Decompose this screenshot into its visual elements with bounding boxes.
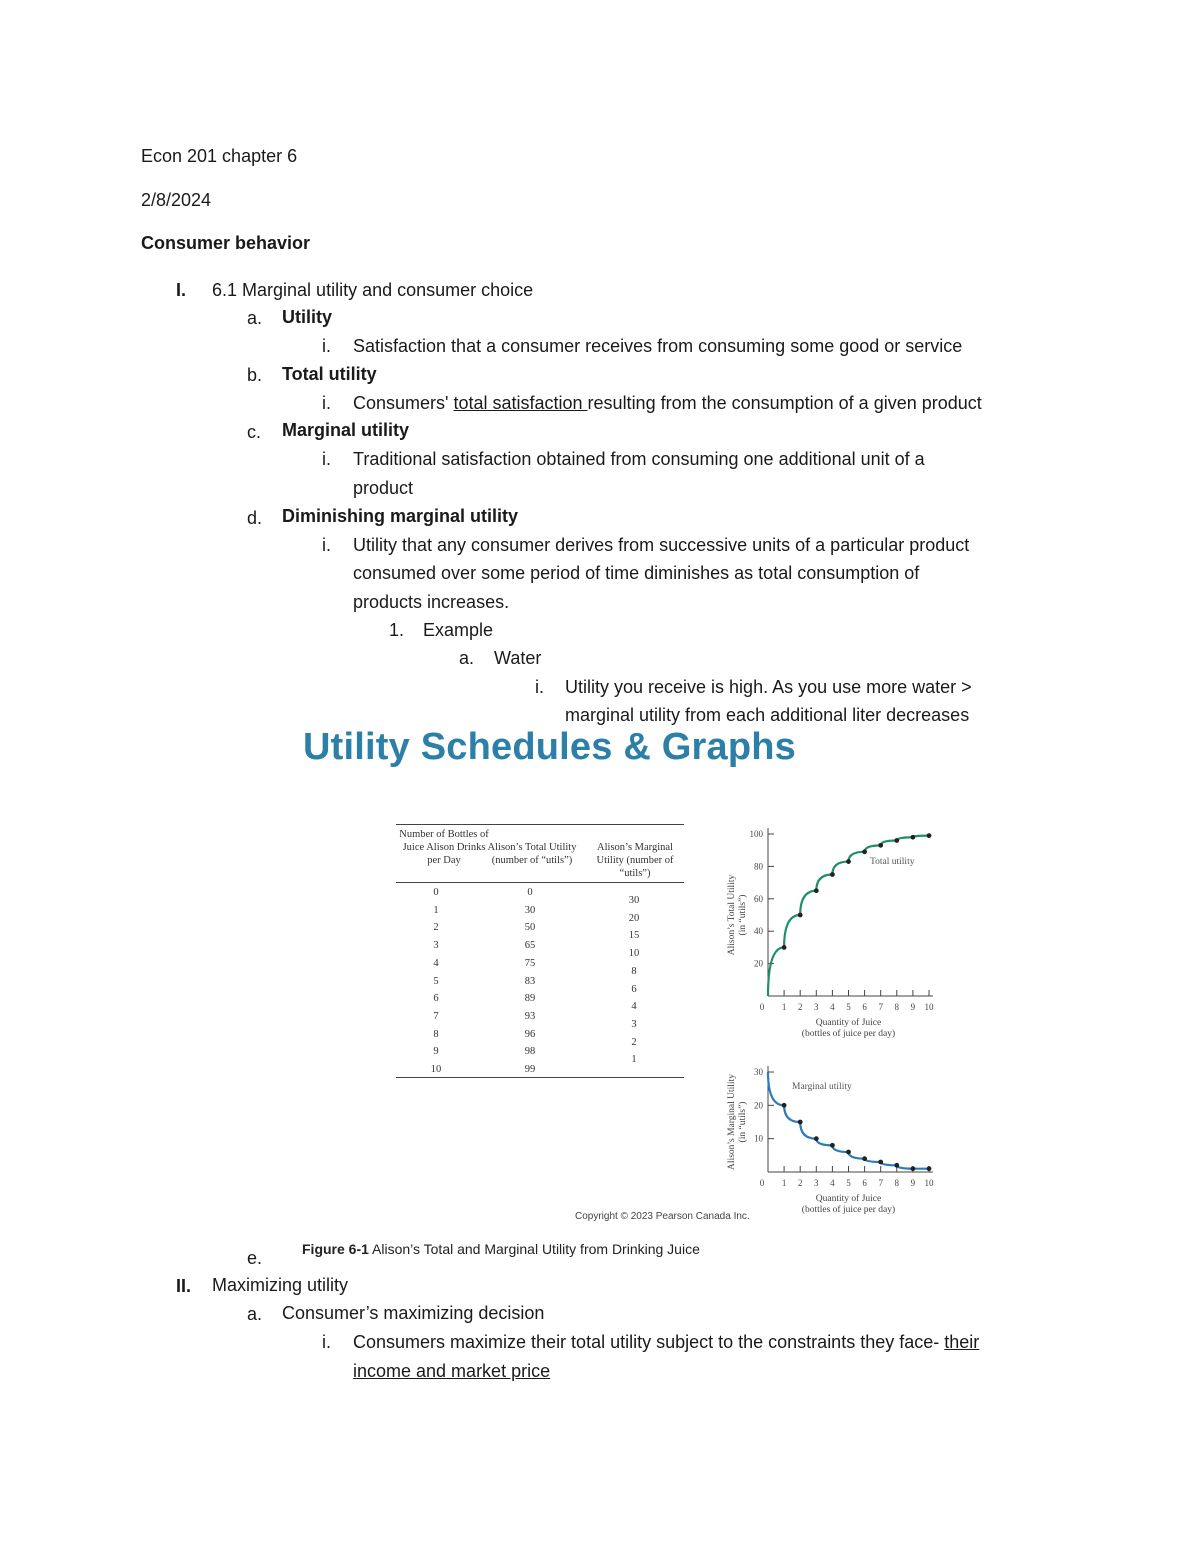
water-note-line2: marginal utility from each additional liter decreases	[565, 705, 970, 725]
data-point	[878, 843, 883, 848]
x-tick-label: 0	[759, 1002, 765, 1012]
figure-title: Utility Schedules & Graphs	[303, 726, 796, 768]
table-bottom-rule	[396, 1077, 684, 1078]
marker-2a: a.	[247, 1304, 263, 1324]
data-point	[911, 1166, 916, 1171]
table-top-rule	[396, 824, 684, 825]
marker-example: 1.	[389, 620, 405, 640]
x-tick-label: 10	[924, 1002, 934, 1012]
table-cell-total-utility: 93	[524, 1010, 536, 1022]
x-tick-label: 4	[830, 1178, 835, 1188]
underlined-their: their	[944, 1332, 980, 1352]
x-axis-label: Quantity of Juice	[815, 1194, 882, 1204]
table-header-total-utility: Alison’s Total Utility (number of “utils”)	[487, 842, 577, 866]
marker-1a-i: i.	[322, 336, 331, 356]
data-point	[798, 1120, 803, 1125]
y-tick-label: 10	[754, 1133, 763, 1144]
table-cell-marginal-utility: 8	[631, 965, 637, 977]
data-point	[830, 872, 835, 877]
data-point	[814, 888, 819, 893]
marginal-utility-chart	[712, 1058, 952, 1218]
table-cell-total-utility: 30	[524, 904, 536, 916]
table-cell-quantity: 6	[433, 993, 439, 1005]
marker-1d-i: i.	[322, 535, 331, 555]
table-header-quantity: Number of Bottles of Juice Alison Drinks per Day	[399, 829, 489, 866]
x-tick-label: 9	[910, 1002, 916, 1012]
maximize-line1	[353, 1330, 979, 1354]
data-point	[927, 1166, 932, 1171]
data-point	[894, 838, 899, 843]
marker-water: a.	[459, 648, 475, 668]
maximize-line1-text: Consumers maximize their total utility subject to the constraints they face-	[353, 1332, 945, 1352]
series-label: Marginal utility	[792, 1082, 852, 1092]
roman-marker-2: II.	[176, 1276, 192, 1296]
x-tick-label: 6	[862, 1002, 867, 1012]
y-tick-label: 40	[754, 926, 763, 937]
x-tick-label: 0	[759, 1178, 765, 1188]
data-point	[927, 833, 932, 838]
x-tick-label: 5	[846, 1178, 851, 1188]
example-label: Example	[423, 620, 494, 640]
table-cell-quantity: 0	[433, 887, 439, 898]
figure-copyright: Copyright © 2023 Pearson Canada Inc.	[575, 1211, 750, 1222]
table-cell-quantity: 4	[433, 957, 439, 969]
table-cell-marginal-utility: 20	[628, 912, 640, 924]
marker-1c-i: i.	[322, 449, 331, 469]
marker-1a: a.	[247, 308, 263, 328]
marker-1b: b.	[247, 365, 263, 385]
definition-marginal-utility-line1: Traditional satisfaction obtained from consuming one additional unit of a	[353, 449, 925, 469]
table-header-marginal-utility: Alison’s Marginal Utility (number of “utils”)	[596, 842, 674, 879]
table-cell-total-utility: 96	[524, 1028, 536, 1040]
table-cell-marginal-utility: 1	[631, 1054, 637, 1066]
data-point	[911, 835, 916, 840]
x-tick-label: 2	[797, 1002, 803, 1012]
table-cell-marginal-utility: 10	[628, 948, 640, 960]
x-tick-label: 1	[781, 1178, 787, 1188]
term-diminishing-marginal-utility: Diminishing marginal utility	[282, 506, 519, 526]
marker-1b-i: i.	[322, 393, 331, 413]
marker-1d: d.	[247, 508, 263, 528]
table-cell-quantity: 5	[433, 975, 439, 987]
term-total-utility: Total utility	[282, 364, 377, 384]
total-utility-chart	[712, 820, 952, 1045]
y-tick-label: 20	[754, 958, 763, 969]
table-cell-total-utility: 50	[524, 922, 536, 934]
x-tick-label: 8	[894, 1178, 900, 1188]
data-point	[846, 859, 851, 864]
table-cell-total-utility: 99	[524, 1064, 536, 1075]
definition-marginal-utility-line2: product	[353, 478, 414, 498]
table-cell-total-utility: 0	[527, 887, 533, 898]
data-point	[846, 1150, 851, 1155]
definition-dmu-line2: consumed over some period of time diminishes as total consumption of	[353, 563, 920, 583]
marker-2a-i: i.	[322, 1332, 331, 1352]
definition-utility: Satisfaction that a consumer receives from consuming some good or service	[353, 336, 963, 356]
x-tick-label: 10	[924, 1178, 934, 1188]
term-utility: Utility	[282, 307, 333, 327]
table-cell-quantity: 8	[433, 1028, 439, 1040]
data-point	[798, 913, 803, 918]
y-axis-label: Alison’s Total Utility	[727, 874, 737, 956]
underlined-income-market-price: income and market price	[353, 1361, 551, 1381]
table-cell-marginal-utility: 30	[628, 895, 640, 906]
table-cell-total-utility: 89	[524, 993, 536, 1005]
data-point	[782, 945, 787, 950]
table-cell-total-utility: 75	[524, 957, 536, 969]
definition-total-utility	[353, 391, 982, 415]
x-tick-label: 7	[878, 1178, 883, 1188]
x-tick-label: 3	[814, 1002, 819, 1012]
definition-dmu-line1: Utility that any consumer derives from successive units of a particular product	[353, 535, 970, 555]
document-title: Econ 201 chapter 6	[141, 146, 298, 166]
y-axis-label: Alison’s Marginal Utility	[727, 1074, 737, 1170]
data-point	[878, 1160, 883, 1165]
section-heading: Consumer behavior	[141, 233, 311, 253]
table-cell-marginal-utility: 6	[631, 983, 637, 995]
x-axis-label-2: (bottles of juice per day)	[801, 1029, 896, 1039]
table-cell-quantity: 9	[433, 1046, 439, 1058]
x-tick-label: 9	[910, 1178, 916, 1188]
table-cell-quantity: 1	[433, 904, 439, 916]
table-cell-total-utility: 65	[524, 940, 536, 952]
y-tick-label: 60	[754, 893, 763, 904]
data-point	[830, 1143, 835, 1148]
marker-1e: e.	[247, 1248, 263, 1268]
section-1-title: 6.1 Marginal utility and consumer choice	[212, 280, 534, 300]
underlined-total-satisfaction: total satisfaction	[453, 393, 588, 413]
x-axis-label: Quantity of Juice	[815, 1018, 882, 1028]
table-cell-quantity: 3	[433, 940, 439, 952]
y-tick-label: 30	[754, 1067, 763, 1077]
table-cell-marginal-utility: 3	[631, 1018, 637, 1030]
y-tick-label: 80	[754, 861, 763, 872]
definition-total-utility-pre: Consumers'	[353, 393, 454, 413]
x-tick-label: 7	[878, 1002, 883, 1012]
x-tick-label: 6	[862, 1178, 867, 1188]
marker-1c: c.	[247, 422, 262, 442]
water-label: Water	[494, 648, 542, 668]
x-tick-label: 8	[894, 1002, 900, 1012]
x-axis-label-2: (bottles of juice per day)	[801, 1205, 896, 1215]
table-cell-marginal-utility: 2	[631, 1036, 637, 1048]
consumer-decision: Consumer’s maximizing decision	[282, 1303, 545, 1323]
water-note-line1: Utility you receive is high. As you use more water >	[565, 677, 972, 697]
table-cell-marginal-utility: 15	[628, 930, 640, 942]
document-date: 2/8/2024	[141, 190, 212, 210]
data-point	[894, 1163, 899, 1168]
y-axis-label-2: (in “utils”)	[738, 1101, 748, 1143]
data-point	[862, 849, 867, 854]
data-point	[862, 1156, 867, 1161]
x-tick-label: 4	[830, 1002, 835, 1012]
marker-water-i: i.	[535, 677, 544, 697]
series-label: Total utility	[870, 857, 915, 867]
data-point	[782, 1103, 787, 1108]
figure-caption-text: Alison’s Total and Marginal Utility from Drinking Juice	[368, 1241, 700, 1257]
x-tick-label: 3	[814, 1178, 819, 1188]
table-header-rule	[396, 882, 684, 883]
definition-dmu-line3: products increases.	[353, 592, 510, 612]
figure-caption	[302, 1241, 700, 1257]
table-cell-total-utility: 98	[524, 1046, 536, 1058]
y-tick-label: 100	[749, 829, 763, 839]
roman-marker-1: I.	[176, 280, 187, 300]
figure-caption-label: Figure 6-1	[302, 1241, 369, 1257]
table-cell-total-utility: 83	[524, 975, 536, 987]
x-tick-label: 2	[797, 1178, 803, 1188]
y-axis-label-2: (in “utils”)	[738, 894, 748, 936]
table-cell-quantity: 7	[433, 1010, 439, 1022]
table-cell-marginal-utility: 4	[631, 1001, 637, 1013]
table-cell-quantity: 2	[433, 922, 439, 934]
x-tick-label: 5	[846, 1002, 851, 1012]
definition-total-utility-post: resulting from the consumption of a given product	[587, 393, 982, 413]
y-tick-label: 20	[754, 1100, 763, 1111]
x-tick-label: 1	[781, 1002, 787, 1012]
term-marginal-utility: Marginal utility	[282, 420, 410, 440]
section-2-title: Maximizing utility	[212, 1275, 349, 1295]
data-point	[814, 1136, 819, 1141]
table-cell-quantity: 10	[430, 1064, 442, 1075]
